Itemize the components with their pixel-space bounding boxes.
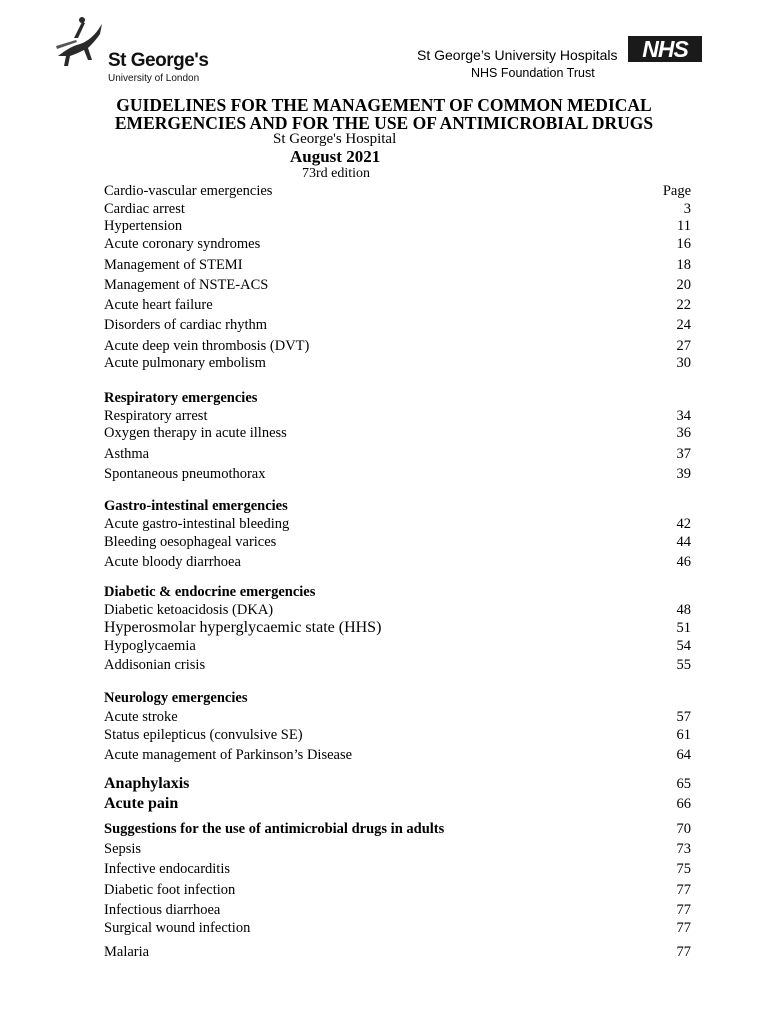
toc-label: Surgical wound infection — [104, 920, 251, 936]
toc-section-heading — [104, 497, 691, 515]
toc-row — [104, 217, 691, 235]
edition: 73rd edition — [302, 166, 371, 181]
toc-label: Anaphylaxis — [104, 775, 190, 792]
toc-page: 77 — [676, 944, 691, 960]
toc-row — [104, 465, 691, 483]
toc-section-heading — [104, 820, 691, 838]
toc-page: 18 — [676, 257, 691, 273]
toc-row — [104, 708, 691, 726]
toc-row — [104, 840, 691, 858]
toc-row — [104, 726, 691, 744]
toc-row — [104, 182, 691, 200]
toc-row — [104, 296, 691, 314]
toc-label: Oxygen therapy in acute illness — [104, 425, 287, 441]
toc-label: Infectious diarrhoea — [104, 902, 221, 918]
toc-label: Acute pain — [104, 795, 179, 812]
toc-page: 73 — [676, 841, 691, 857]
document-title-line1: GUIDELINES FOR THE MANAGEMENT OF COMMON MEDICAL — [116, 95, 652, 115]
toc-label: Acute coronary syndromes — [104, 236, 261, 252]
toc-section-heading — [104, 389, 691, 407]
toc-row — [104, 601, 691, 619]
horse-rider-emblem-icon — [52, 16, 108, 72]
toc-label: Acute bloody diarrhoea — [104, 554, 241, 570]
toc-row — [104, 200, 691, 218]
toc-row — [104, 919, 691, 937]
toc-label: Acute pulmonary embolism — [104, 355, 266, 371]
toc-label: Respiratory emergencies — [104, 390, 258, 406]
toc-label: Acute stroke — [104, 709, 178, 725]
toc-page: 27 — [676, 338, 691, 354]
toc-label: Acute gastro-intestinal bleeding — [104, 516, 290, 532]
toc-row — [104, 901, 691, 919]
toc-page: Page — [662, 183, 691, 199]
logo-subtitle: University of London — [108, 73, 200, 84]
toc-page: 30 — [676, 355, 691, 371]
toc-page: 77 — [676, 882, 691, 898]
toc-label: Status epilepticus (convulsive SE) — [104, 727, 303, 743]
toc-label: Malaria — [104, 944, 150, 960]
toc-row — [104, 881, 691, 899]
toc-row — [104, 276, 691, 294]
toc-page: 42 — [676, 516, 691, 532]
toc-label: Addisonian crisis — [104, 657, 206, 673]
toc-label: Sepsis — [104, 841, 142, 857]
toc-row — [104, 746, 691, 764]
toc-page: 51 — [676, 620, 691, 636]
toc-label: Disorders of cardiac rhythm — [104, 317, 268, 333]
toc-row — [104, 619, 691, 637]
toc-label: Diabetic ketoacidosis (DKA) — [104, 602, 274, 618]
nhs-logo: NHS — [628, 36, 702, 62]
toc-label: Management of STEMI — [104, 257, 243, 273]
toc-label: Diabetic & endocrine emergencies — [104, 584, 316, 600]
trust-name: St George’s University Hospitals — [417, 47, 618, 63]
toc-row — [104, 637, 691, 655]
logo-name: St George's — [108, 50, 209, 71]
toc-label: Infective endocarditis — [104, 861, 231, 877]
toc-page: 3 — [683, 201, 691, 217]
toc-label: Asthma — [104, 446, 150, 462]
publication-date: August 2021 — [290, 147, 381, 166]
toc-page: 44 — [676, 534, 691, 550]
toc-label: Bleeding oesophageal varices — [104, 534, 277, 550]
toc-row — [104, 943, 691, 961]
toc-row — [104, 533, 691, 551]
trust-subtitle: NHS Foundation Trust — [471, 66, 595, 80]
toc-page: 57 — [676, 709, 691, 725]
toc-page: 46 — [676, 554, 691, 570]
toc-label: Cardio-vascular emergencies — [104, 183, 273, 199]
toc-section-heading — [104, 775, 691, 793]
toc-page: 16 — [676, 236, 691, 252]
toc-label: Hyperosmolar hyperglycaemic state (HHS) — [104, 619, 382, 636]
toc-label: Neurology emergencies — [104, 690, 248, 706]
toc-row — [104, 515, 691, 533]
toc-section-heading — [104, 795, 691, 813]
toc-label: Acute deep vein thrombosis (DVT) — [104, 338, 310, 354]
toc-row — [104, 553, 691, 571]
toc-label: Suggestions for the use of antimicrobial drugs in adults — [104, 821, 445, 837]
toc-page: 77 — [676, 902, 691, 918]
toc-page: 48 — [676, 602, 691, 618]
toc-label: Acute heart failure — [104, 297, 213, 313]
toc-page: 36 — [676, 425, 691, 441]
st-georges-logo — [52, 16, 212, 84]
toc-page: 20 — [676, 277, 691, 293]
toc-page: 54 — [676, 638, 691, 654]
toc-page: 77 — [676, 920, 691, 936]
toc-label: Diabetic foot infection — [104, 882, 236, 898]
toc-row — [104, 316, 691, 334]
toc-row — [104, 256, 691, 274]
toc-page: 34 — [676, 408, 691, 424]
toc-row — [104, 235, 691, 253]
document-title-line2: EMERGENCIES AND FOR THE USE OF ANTIMICROBIAL DRUGS — [114, 113, 654, 133]
toc-row — [104, 656, 691, 674]
toc-page: 37 — [676, 446, 691, 462]
toc-label: Spontaneous pneumothorax — [104, 466, 266, 482]
toc-label: Management of NSTE-ACS — [104, 277, 269, 293]
toc-row — [104, 354, 691, 372]
toc-row — [104, 424, 691, 442]
toc-row — [104, 860, 691, 878]
toc-label: Respiratory arrest — [104, 408, 208, 424]
toc-page: 65 — [676, 776, 691, 792]
toc-page: 64 — [676, 747, 691, 763]
toc-row — [104, 337, 691, 355]
toc-row — [104, 445, 691, 463]
toc-page: 24 — [676, 317, 691, 333]
toc-row — [104, 407, 691, 425]
toc-label: Hypoglycaemia — [104, 638, 196, 654]
toc-page: 75 — [676, 861, 691, 877]
toc-label: Gastro-intestinal emergencies — [104, 498, 288, 514]
toc-page: 70 — [676, 821, 691, 837]
toc-section-heading — [104, 583, 691, 601]
toc-page: 66 — [676, 796, 691, 812]
hospital-name: St George's Hospital — [273, 131, 397, 147]
toc-page: 22 — [676, 297, 691, 313]
toc-label: Acute management of Parkinson’s Disease — [104, 747, 353, 763]
toc-page: 61 — [676, 727, 691, 743]
toc-label: Cardiac arrest — [104, 201, 185, 217]
toc-page: 55 — [676, 657, 691, 673]
toc-label: Hypertension — [104, 218, 183, 234]
toc-page: 11 — [677, 218, 691, 234]
toc-page: 39 — [676, 466, 691, 482]
toc-section-heading — [104, 689, 691, 707]
